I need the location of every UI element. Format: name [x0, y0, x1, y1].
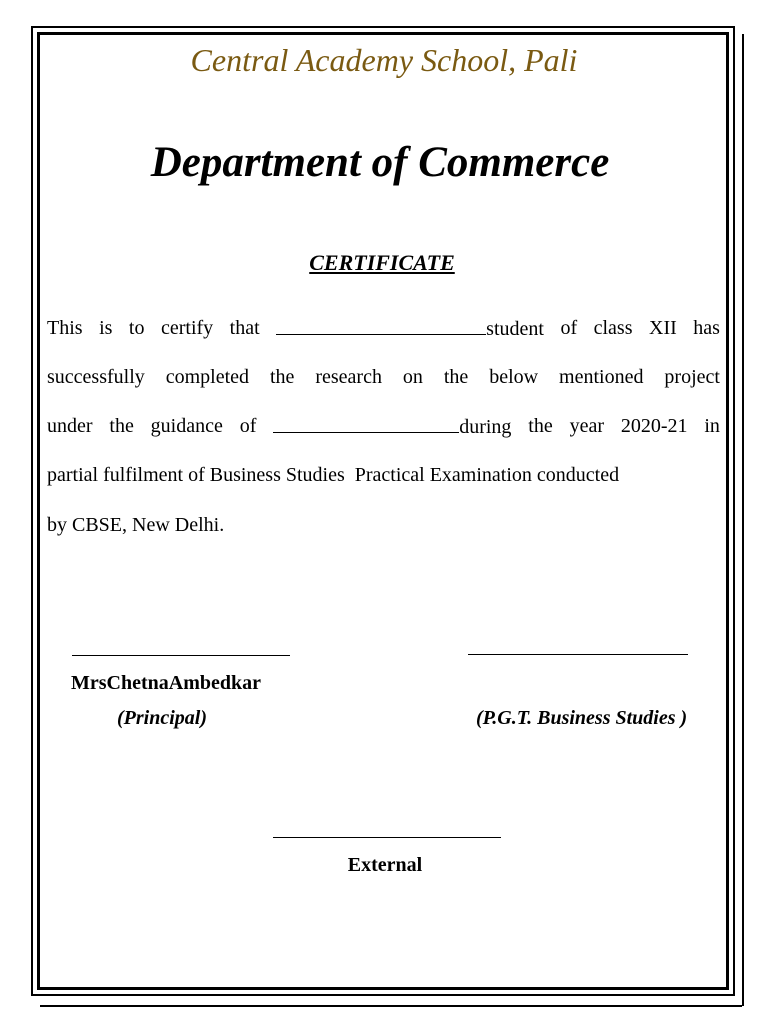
- word: has: [693, 317, 720, 339]
- principal-signature-line: [72, 655, 290, 656]
- word: certify: [160, 317, 214, 339]
- teacher-role: (P.G.T. Business Studies ): [476, 707, 688, 729]
- word: of: [239, 415, 257, 437]
- guide-name-blank-group: [273, 414, 511, 439]
- word: This: [47, 317, 83, 339]
- department-title: Department of Commerce: [150, 139, 610, 186]
- word: is: [99, 317, 113, 339]
- word: below: [489, 366, 539, 388]
- student-name-blank-group: [276, 316, 544, 341]
- student-name-blank: [276, 316, 486, 335]
- certificate-text-line-3: [47, 414, 720, 439]
- word: the: [443, 366, 469, 388]
- word: the: [109, 415, 134, 437]
- word: during: [459, 416, 512, 438]
- word: on: [402, 366, 423, 388]
- word: to: [128, 317, 145, 339]
- word: successfully: [47, 366, 145, 388]
- word: completed: [165, 366, 250, 388]
- word: under: [47, 415, 93, 437]
- word: year: [569, 415, 604, 437]
- word: the: [269, 366, 295, 388]
- word: research: [315, 366, 382, 388]
- external-signature-line: [273, 837, 501, 838]
- school-name: Central Academy School, Pali: [190, 42, 578, 78]
- certificate-heading: CERTIFICATE: [309, 250, 455, 275]
- word: the: [528, 415, 553, 437]
- word: XII: [649, 317, 677, 339]
- word: of: [560, 317, 578, 339]
- word: project: [664, 366, 720, 388]
- guide-name-blank: [273, 414, 459, 433]
- word: class: [593, 317, 633, 339]
- external-examiner-label: External: [347, 854, 423, 876]
- certificate-text-line-2: [47, 365, 720, 389]
- word: that: [229, 317, 260, 339]
- principal-name: MrsChetnaAmbedkar: [71, 672, 261, 694]
- certificate-text-line-4: partial fulfilment of Business Studies Practical Examination conducted: [47, 464, 620, 486]
- principal-role: (Principal): [117, 707, 207, 729]
- certificate-text-line-5: by CBSE, New Delhi.: [47, 514, 225, 536]
- certificate-text-line-1: [47, 316, 720, 341]
- word: 2020-21: [620, 415, 688, 437]
- word: guidance: [150, 415, 223, 437]
- word: in: [704, 415, 720, 437]
- teacher-signature-line: [468, 654, 688, 655]
- word: mentioned: [559, 366, 644, 388]
- word: student: [486, 318, 544, 340]
- border-shadow-bottom: [40, 1005, 742, 1007]
